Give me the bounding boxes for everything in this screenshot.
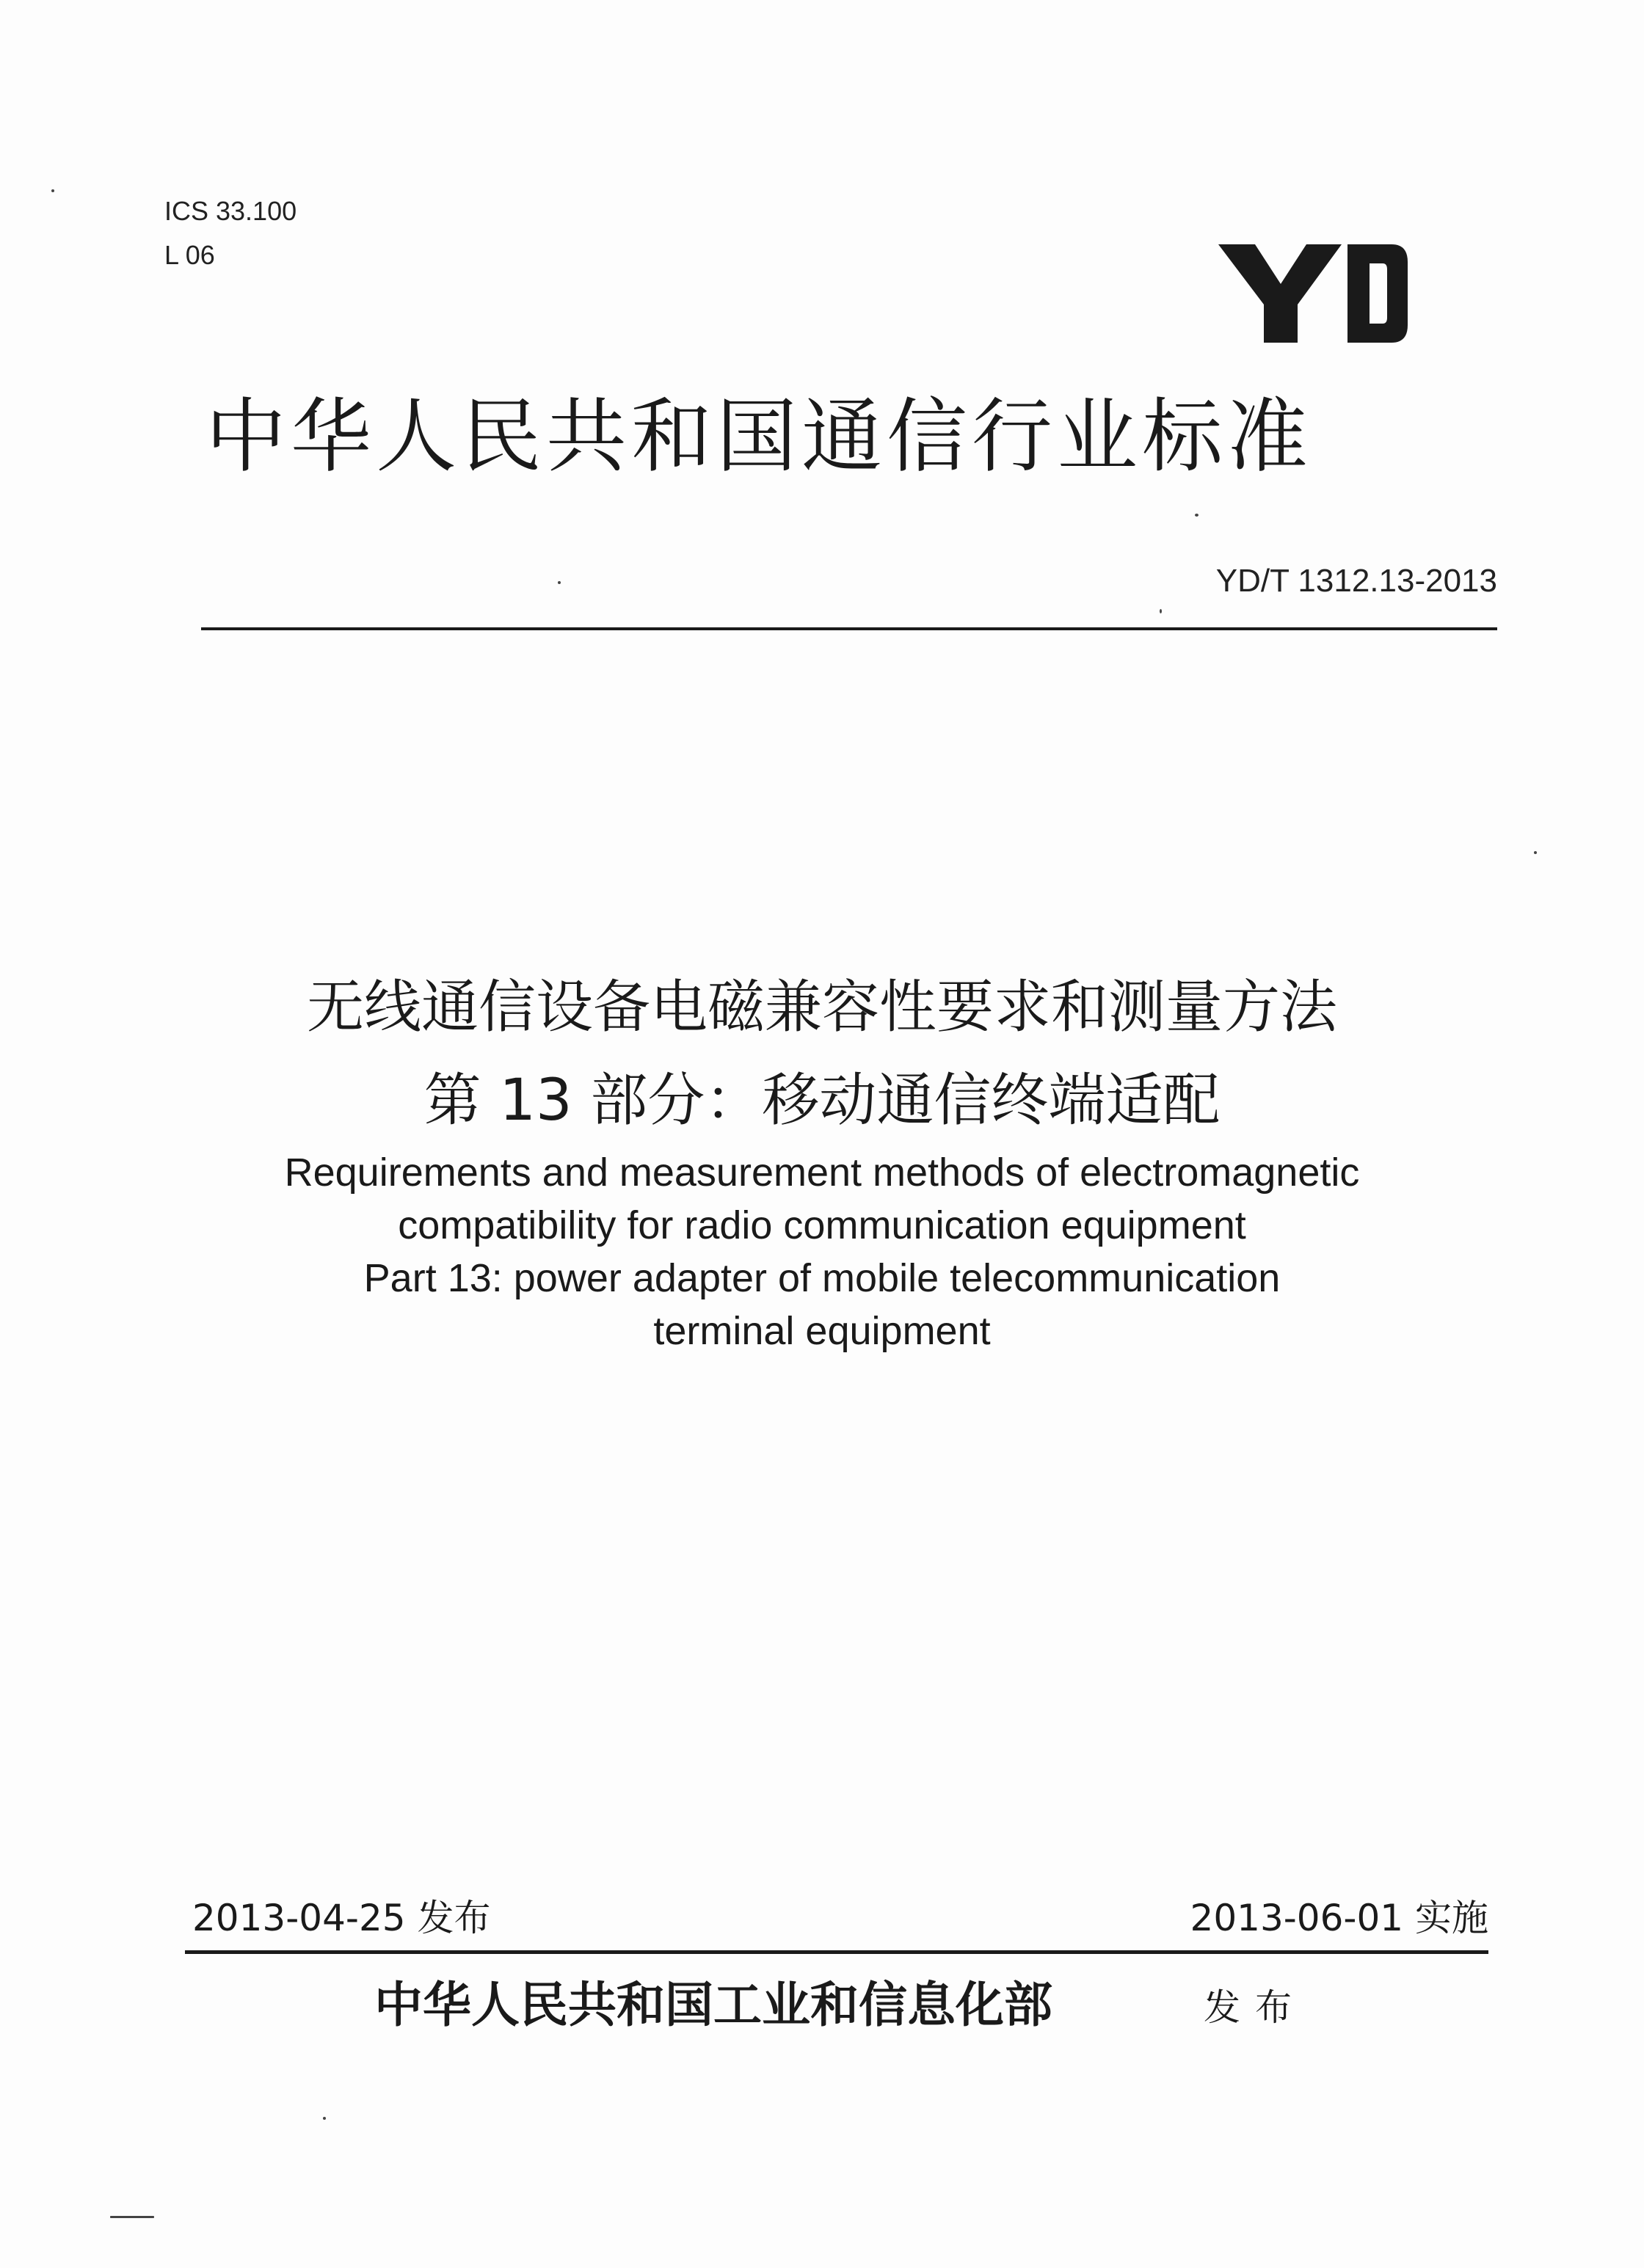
scan-speck	[1160, 609, 1162, 613]
english-title-line: Part 13: power adapter of mobile telecommunication	[363, 1256, 1281, 1300]
classification-codes	[164, 189, 297, 277]
publish-label: 发布	[1204, 1986, 1306, 2029]
ics-code: ICS 33.100	[164, 196, 297, 226]
footer-divider	[185, 1950, 1488, 1954]
logo-letter-y	[1218, 244, 1342, 343]
ccs-code: L 06	[164, 240, 215, 270]
scan-speck	[1534, 851, 1537, 854]
header-divider	[201, 627, 1497, 630]
english-title	[0, 1146, 1644, 1357]
english-title-line: compatibility for radio communication equipment	[398, 1203, 1246, 1247]
chinese-title-line-1: 无线通信设备电磁兼容性要求和测量方法	[306, 974, 1337, 1040]
scan-speck	[51, 189, 54, 192]
scan-speck	[558, 581, 561, 584]
scan-speck	[323, 2117, 326, 2120]
scan-speck	[110, 2216, 154, 2218]
standard-number: YD/T 1312.13-2013	[1215, 563, 1497, 599]
english-title-line: Requirements and measurement methods of electromagnetic	[284, 1151, 1360, 1195]
publisher-name: 中华人民共和国工业和信息化部	[374, 1976, 1052, 2033]
logo-letter-d	[1347, 244, 1408, 343]
standard-category-title: 中华人民共和国通信行业标准	[205, 390, 1312, 484]
english-title-line: terminal equipment	[653, 1309, 991, 1353]
scan-speck	[1195, 514, 1199, 517]
yd-logo	[1218, 238, 1409, 349]
effective-date: 2013-06-01 实施	[1190, 1897, 1488, 1939]
chinese-title-line-2: 第 13 部分：移动通信终端适配	[423, 1068, 1221, 1134]
issue-date: 2013-04-25 发布	[192, 1897, 491, 1939]
